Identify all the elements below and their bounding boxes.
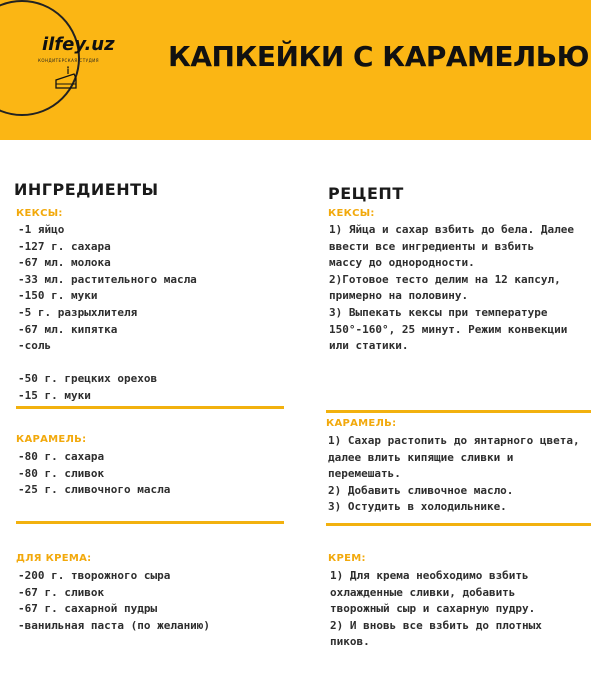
recipe-cream-steps xyxy=(330,568,542,651)
list-item: -15 г. муки xyxy=(18,388,91,402)
list-item: пиков. xyxy=(330,635,370,649)
recipe-caramel-steps xyxy=(328,433,580,516)
list-item: перемешать. xyxy=(328,467,401,481)
cake-icon xyxy=(54,66,78,92)
list-item: -50 г. грецких орехов xyxy=(18,372,158,386)
list-item: -5 г. разрыхлителя xyxy=(18,305,138,319)
list-item: -80 г. сливок xyxy=(18,466,105,480)
list-item: 3) Выпекать кексы при температуре xyxy=(329,305,548,319)
ingredients-cupcakes-list xyxy=(18,222,197,405)
list-item: 2) И вновь все взбить до плотных xyxy=(330,618,542,632)
ingredients-cupcakes-label: КЕКСЫ: xyxy=(16,208,63,219)
list-item: 1) Яйца и сахар взбить до бела. Далее xyxy=(329,223,575,236)
ingredients-cream-list xyxy=(18,568,210,634)
list-item: 1) Для крема необходимо взбить xyxy=(330,569,529,582)
ingredients-cream-label: ДЛЯ КРЕМА: xyxy=(16,553,92,564)
divider xyxy=(16,521,284,524)
list-item: далее влить кипящие сливки и xyxy=(328,450,514,464)
recipe-heading: РЕЦЕПТ xyxy=(328,184,404,203)
ingredients-caramel-label: КАРАМЕЛЬ: xyxy=(16,434,87,445)
list-item: 1) Сахар растопить до янтарного цвета, xyxy=(328,434,580,447)
ingredients-heading: ИНГРЕДИЕНТЫ xyxy=(14,180,159,199)
list-item: -1 яйцо xyxy=(18,223,65,236)
list-item: массу до однородности. xyxy=(329,256,475,270)
list-item: 150°-160°, 25 минут. Режим конвекции xyxy=(329,322,568,336)
divider xyxy=(326,523,591,526)
recipe-caramel-label: КАРАМЕЛЬ: xyxy=(326,418,397,429)
list-item: -200 г. творожного сыра xyxy=(18,569,171,582)
list-item: -67 г. сахарной пудры xyxy=(18,602,158,616)
list-item: -67 мл. кипятка xyxy=(18,322,118,336)
list-item: -150 г. муки xyxy=(18,289,98,303)
list-item: 2) Добавить сливочное масло. xyxy=(328,483,514,497)
list-item: охлажденные сливки, добавить xyxy=(330,585,516,599)
header-banner xyxy=(0,0,591,140)
recipe-cupcakes-label: КЕКСЫ: xyxy=(328,208,375,219)
list-item: -ванильная паста (по желанию) xyxy=(18,618,211,632)
divider xyxy=(326,410,591,413)
ingredients-caramel-list xyxy=(18,449,170,499)
list-item: ввести все ингредиенты и взбить xyxy=(329,239,535,253)
list-item: -67 мл. молока xyxy=(18,256,111,270)
recipe-cupcakes-steps xyxy=(329,222,574,355)
logo-subtext: КОНДИТЕРСКАЯ СТУДИЯ xyxy=(38,58,99,63)
list-item: -127 г. сахара xyxy=(18,239,111,253)
list-item: -33 мл. растительного масла xyxy=(18,272,197,286)
logo-text: ilfey.uz xyxy=(42,34,115,55)
list-item: или статики. xyxy=(329,339,409,353)
list-item: примерно на половину. xyxy=(329,289,469,303)
recipe-cream-label: КРЕМ: xyxy=(328,553,366,564)
list-item: -25 г. сливочного масла xyxy=(18,483,171,497)
list-item: -соль xyxy=(18,339,52,353)
list-item: творожный сыр и сахарную пудру. xyxy=(330,602,536,616)
list-item: 3) Остудить в холодильнике. xyxy=(328,500,507,514)
list-item: 2)Готовое тесто делим на 12 капсул, xyxy=(329,272,561,286)
list-item: -80 г. сахара xyxy=(18,450,105,463)
page-title: КАПКЕЙКИ С КАРАМЕЛЬЮ xyxy=(168,40,590,73)
list-item: -67 г. сливок xyxy=(18,585,105,599)
divider xyxy=(16,406,284,409)
